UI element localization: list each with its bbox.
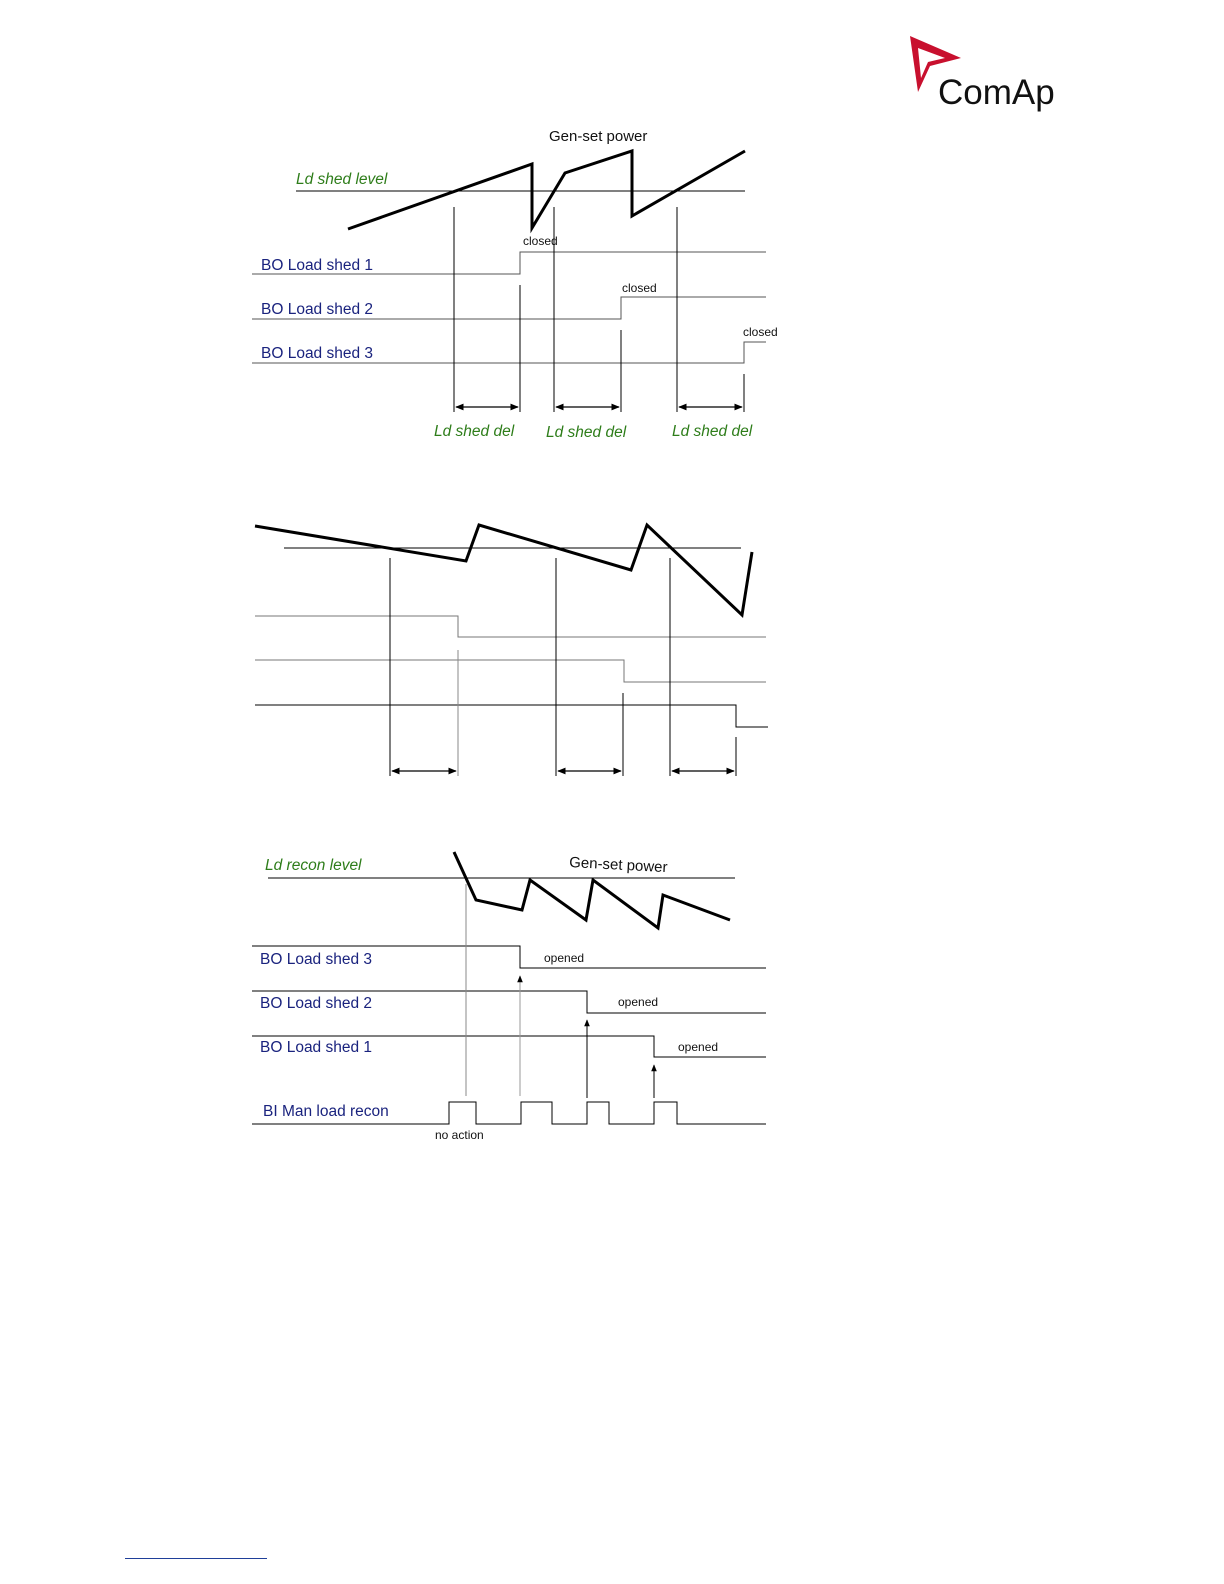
bo-load-shed-1-label-recon: BO Load shed 1 (260, 1039, 373, 1056)
gen-set-power-curve (348, 151, 745, 229)
ld-shed-del-label-2: Ld shed del (546, 424, 627, 441)
bo-load-shed-2-label: BO Load shed 2 (261, 301, 374, 318)
opened-label-3: opened (678, 1040, 719, 1054)
closed-label-2: closed (622, 281, 657, 295)
closed-label-3: closed (743, 325, 778, 339)
output-signal-2a (255, 616, 766, 637)
no-action-label: no action (435, 1128, 484, 1142)
gen-set-power-curve-2 (255, 525, 752, 615)
bo-load-shed-2-label-recon: BO Load shed 2 (260, 995, 373, 1012)
load-recon-diagram (252, 852, 766, 1142)
closed-label-1: closed (523, 234, 558, 248)
bo-load-shed-3-label: BO Load shed 3 (261, 345, 374, 362)
bo-load-shed-3-label-recon: BO Load shed 3 (260, 951, 373, 968)
ld-shed-level-label: Ld shed level (296, 171, 388, 188)
gen-set-power-title-3: Gen-set power (568, 854, 668, 877)
delay-markers (454, 207, 744, 412)
load-shed-diagram-unlabeled (255, 525, 768, 776)
opened-label-2: opened (618, 995, 659, 1009)
ld-recon-level-label: Ld recon level (265, 857, 362, 874)
opened-label-1: opened (544, 951, 585, 965)
comap-logo-text: ComAp (938, 73, 1055, 112)
ld-shed-del-label-3: Ld shed del (672, 423, 753, 440)
output-signal-2b (255, 660, 766, 682)
output-signal-2c (255, 705, 768, 727)
bo-load-shed-1-label: BO Load shed 1 (261, 257, 374, 274)
footnote-separator (125, 1558, 267, 1559)
gen-set-power-title: Gen-set power (549, 128, 648, 145)
delay-markers-2 (390, 558, 736, 776)
load-shed-diagram (252, 128, 778, 441)
ld-shed-del-label-1: Ld shed del (434, 423, 515, 440)
bi-man-load-recon-label: BI Man load recon (263, 1103, 389, 1120)
comap-logo (910, 36, 1055, 112)
